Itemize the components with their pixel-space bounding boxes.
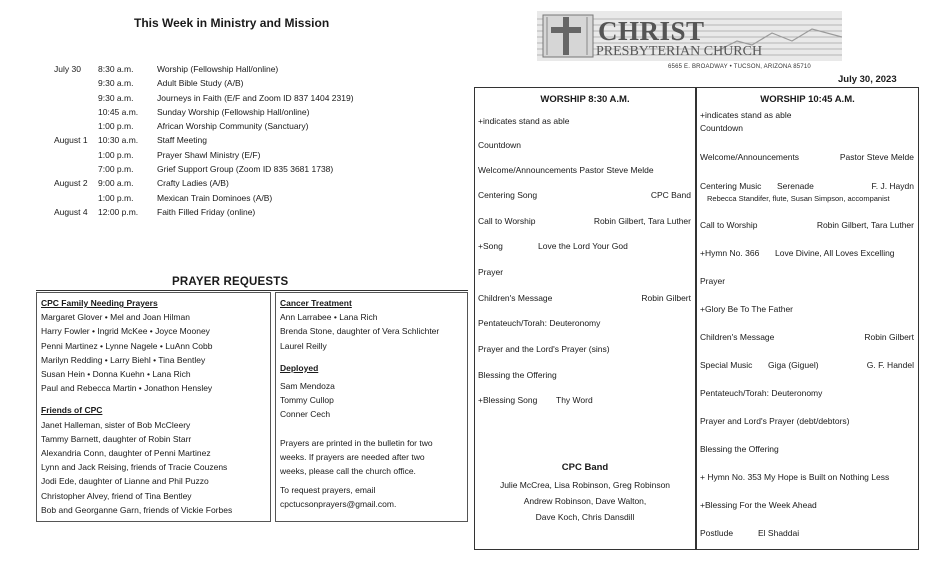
order-item: Prayer — [700, 276, 726, 286]
prayer-requests-title: PRAYER REQUESTS — [172, 276, 289, 288]
order-item: Call to Worship Robin Gilbert, Tara Luther — [478, 216, 691, 226]
order-item: Centering Song CPC Band — [478, 190, 691, 200]
logo-line2: PRESBYTERIAN CHURCH — [596, 44, 763, 59]
spacer — [280, 422, 463, 436]
order-item: Countdown — [478, 140, 522, 150]
cancer-heading: Cancer Treatment — [280, 298, 352, 308]
deployed-heading: Deployed — [280, 362, 319, 373]
prayer-box-family-friends — [36, 292, 271, 522]
friends-heading: Friends of CPC — [41, 405, 103, 416]
list-item: Margaret Glover • Mel and Joan Hilman — [41, 312, 190, 323]
note-line: weeks, please call the church office. — [280, 465, 416, 476]
order-item: Centering Music Serenade F. J. Haydn — [700, 181, 914, 191]
list-item: Harry Fowler • Ingrid McKee • Joyce Mooney — [41, 326, 210, 337]
logo-line1: CHRIST — [598, 16, 705, 46]
list-item: Christopher Alvey, friend of Tina Bentley — [41, 490, 192, 501]
worship-830-title: WORSHIP 8:30 A.M. — [540, 94, 630, 105]
email-link[interactable]: cpctucsonprayers@gmail.com. — [280, 498, 397, 509]
this-week-title: This Week in Ministry and Mission — [134, 16, 330, 30]
list-item: Brenda Stone, daughter of Vera Schlichter — [280, 326, 440, 337]
order-item: Call to Worship Robin Gilbert, Tara Luther — [700, 220, 914, 230]
list-item: Janet Halleman, sister of Bob McCleery — [41, 419, 191, 430]
order-item: Blessing the Offering — [700, 444, 779, 454]
order-item: Prayer and the Lord's Prayer (sins) — [478, 344, 610, 354]
family-heading: CPC Family Needing Prayers — [41, 298, 158, 308]
list-item: Paul and Rebecca Martin • Jonathon Hensley — [41, 383, 213, 394]
spacer — [41, 395, 266, 403]
church-logo — [537, 11, 842, 61]
list-item: Sam Mendoza — [280, 381, 335, 392]
order-item: +Blessing For the Week Ahead — [700, 500, 817, 510]
order-item: +indicates stand as able — [478, 116, 570, 126]
order-item: Countdown — [700, 123, 744, 133]
list-item: Lynn and Jack Reising, friends of Tracie Couzens — [41, 462, 228, 473]
worship-1045-column — [696, 87, 919, 550]
list-item: Conner Cech — [280, 409, 331, 420]
order-item: +Glory Be To The Father — [700, 304, 793, 314]
list-item: Tammy Barnett, daughter of Robin Starr — [41, 433, 192, 444]
service-date: July 30, 2023 — [838, 74, 897, 85]
worship-830-column — [474, 87, 696, 550]
list-item: Bob and Georganne Garn, friends of Vickie Forbes — [41, 504, 233, 515]
cpc-band-title: CPC Band — [561, 462, 609, 473]
church-address: 6565 E. BROADWAY • TUCSON, ARIZONA 85710 — [668, 64, 811, 70]
order-item: Pentateuch/Torah: Deuteronomy — [478, 318, 601, 328]
order-item: Postlude El Shaddai — [700, 528, 800, 538]
band-members-line: Julie McCrea, Lisa Robinson, Greg Robinson — [499, 480, 671, 490]
list-item: Tommy Cullop — [280, 395, 334, 406]
prayer-title-underline — [36, 290, 468, 291]
list-item: Ann Larrabee • Lana Rich — [280, 312, 378, 323]
list-item: Penni Martinez • Lynne Nagele • LuAnn Cobb — [41, 340, 213, 351]
list-item: Jodi Ede, daughter of Lianne and Phil Puzzo — [41, 476, 209, 487]
list-item: Marilyn Redding • Larry Biehl • Tina Bentley — [41, 354, 206, 365]
band-members-line: Dave Koch, Chris Dansdill — [535, 512, 635, 522]
email-line: To request prayers, email — [280, 484, 376, 495]
prayer-box-cancer-deployed — [275, 292, 468, 522]
order-item: +Song Love the Lord Your God — [478, 241, 628, 251]
order-item: Children's Message Robin Gilbert — [700, 332, 914, 342]
order-item: + Hymn No. 353 My Hope is Built on Nothing Less — [700, 472, 890, 482]
order-item: +indicates stand as able — [700, 110, 792, 120]
order-item: Prayer — [478, 267, 504, 277]
order-item: +Blessing Song Thy Word — [478, 395, 593, 405]
order-item: +Hymn No. 366 Love Divine, All Loves Excelling — [700, 248, 895, 258]
note-line: Prayers are printed in the bulletin for two — [280, 437, 433, 448]
spacer — [280, 353, 463, 361]
order-item: Prayer and Lord's Prayer (debt/debtors) — [700, 416, 850, 426]
order-item: Children's Message Robin Gilbert — [478, 293, 691, 303]
list-item: Susan Hein • Donna Kuehn • Lana Rich — [41, 369, 191, 380]
centering-music-performers: Rebecca Standifer, flute, Susan Simpson, accompanist — [707, 194, 890, 203]
note-line: weeks. If prayers are needed after two — [280, 451, 425, 462]
order-item: Pentateuch/Torah: Deuteronomy — [700, 388, 823, 398]
order-item: Blessing the Offering — [478, 370, 557, 380]
list-item: Laurel Reilly — [280, 340, 327, 351]
worship-1045-title: WORSHIP 10:45 A.M. — [760, 94, 855, 105]
band-members-line: Andrew Robinson, Dave Walton, — [523, 496, 647, 506]
order-item: Welcome/Announcements Pastor Steve Melde — [478, 165, 654, 175]
list-item: Alexandria Conn, daughter of Penni Martinez — [41, 448, 211, 459]
order-item: Welcome/Announcements Pastor Steve Melde — [700, 152, 914, 162]
order-item: Special Music Giga (Giguel) G. F. Handel — [700, 360, 914, 370]
